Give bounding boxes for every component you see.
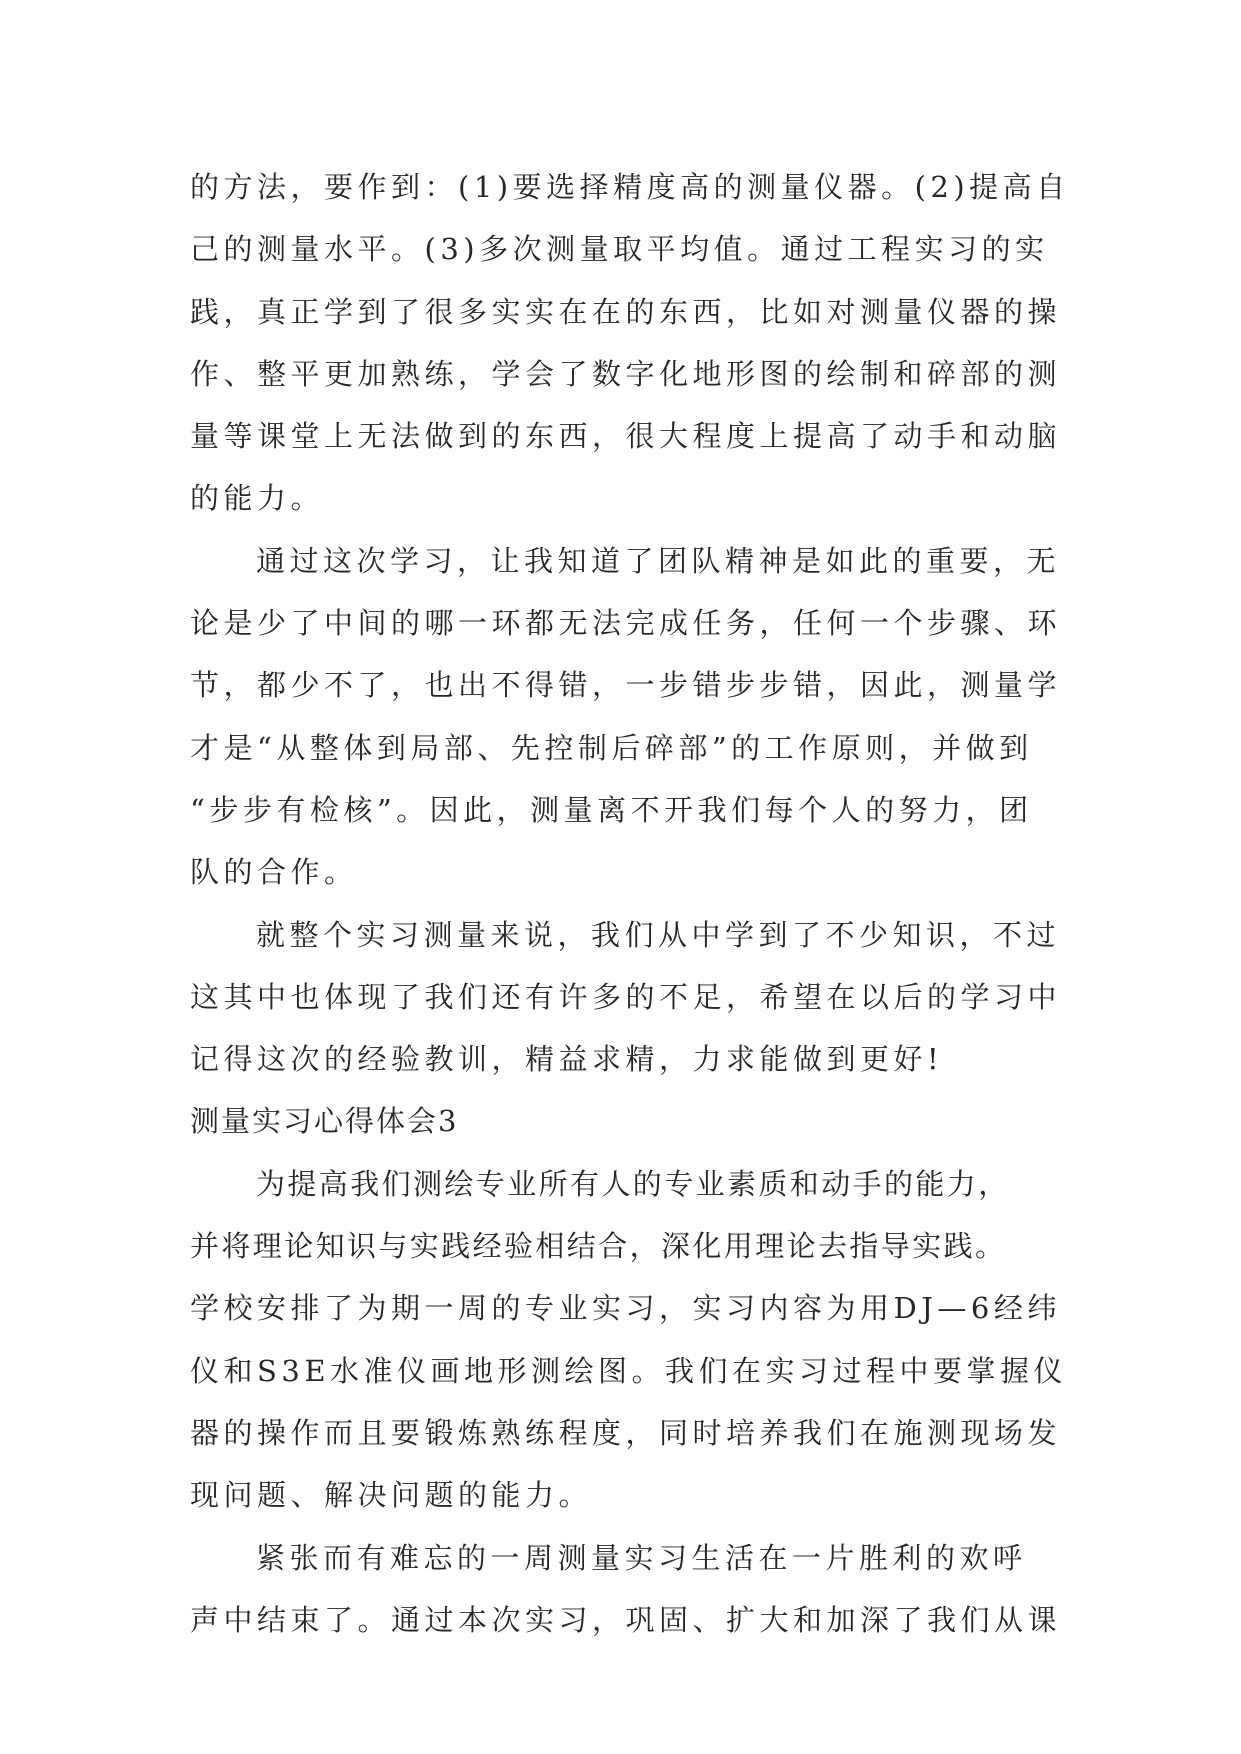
- text-line: 队的合作。: [190, 855, 358, 890]
- text-line: “步步有检核”。因此，测量离不开我们每个人的努力，团: [190, 792, 1033, 827]
- text-line: 己的测量水平。(3)多次测量取平均值。通过工程实习的实: [190, 232, 1049, 267]
- text-line: 才是“从整体到局部、先控制后碎部”的工作原则，并做到: [190, 730, 1033, 765]
- text-line: 节，都少不了，也出不得错，一步错步步错，因此，测量学: [190, 668, 1062, 703]
- paragraph-first-line: 就整个实习测量来说，我们从中学到了不少知识，不过: [256, 917, 1061, 952]
- text-line: 记得这次的经验教训，精益求精，力求能做到更好!: [190, 1042, 944, 1077]
- section-heading: 测量实习心得体会3: [190, 1104, 459, 1139]
- text-line: 器的操作而且要锻炼熟练程度，同时培养我们在施测现场发: [190, 1415, 1062, 1450]
- text-line: 现问题、解决问题的能力。: [190, 1478, 593, 1513]
- text-line: 论是少了中间的哪一环都无法完成任务，任何一个步骤、环: [190, 606, 1062, 641]
- text-line: 作、整平更加熟练，学会了数字化地形图的绘制和碎部的测: [190, 356, 1062, 391]
- paragraph-first-line: 紧张而有难忘的一周测量实习生活在一片胜利的欢呼: [256, 1540, 1027, 1575]
- body-text: [190, 156, 1070, 1651]
- paragraph-first-line: 为提高我们测绘专业所有人的专业素质和动手的能力，: [256, 1166, 1010, 1201]
- text-line: 这其中也体现了我们还有许多的不足，希望在以后的学习中: [190, 979, 1062, 1014]
- paragraph-first-line: 通过这次学习，让我知道了团队精神是如此的重要，无: [256, 543, 1061, 578]
- text-line: 的能力。: [190, 481, 325, 516]
- text-line: 的方法，要作到：(1)要选择精度高的测量仪器。(2)提高自: [190, 170, 1070, 204]
- text-line: 践，真正学到了很多实实在在的东西，比如对测量仪器的操: [190, 294, 1062, 329]
- text-line: 学校安排了为期一周的专业实习，实习内容为用DJ—6经纬: [190, 1291, 1061, 1326]
- text-line: 声中结束了。通过本次实习，巩固、扩大和加深了我们从课: [190, 1602, 1062, 1637]
- text-line: 并将理论知识与实践经验相结合，深化用理论去指导实践。: [190, 1229, 1007, 1264]
- text-line: 仪和S3E水准仪画地形测绘图。我们在实习过程中要掌握仪: [190, 1353, 1067, 1388]
- text-line: 量等课堂上无法做到的东西，很大程度上提高了动手和动脑: [190, 419, 1062, 454]
